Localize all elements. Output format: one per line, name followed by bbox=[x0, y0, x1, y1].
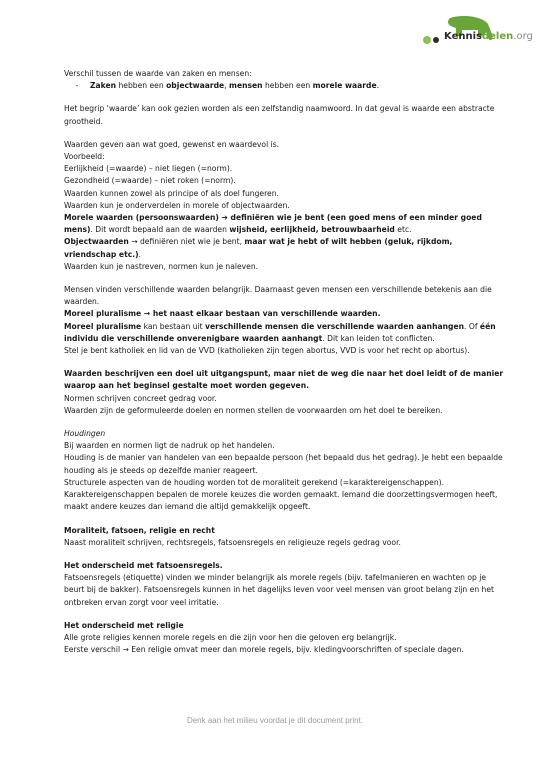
paragraph: Alle grote religies kennen morele regels en die zijn voor hen die geloven erg belangrijk. bbox=[64, 632, 397, 642]
text: hebben een bbox=[116, 81, 167, 91]
paragraph: Voorbeeld: bbox=[64, 152, 105, 162]
bold-text: Het onderscheid met religie bbox=[64, 620, 184, 630]
paragraph: Gezondheid (=waarde) – niet roken (=norm). bbox=[64, 176, 236, 186]
bold-text: Waarden beschrijven een doel uit uitgangspunt, maar niet de weg die naar het doel leidt of de manier waarop aan het beginsel gestalte moet worden gegeven. bbox=[64, 369, 504, 391]
bold-text: Moraliteit, fatsoen, religie en recht bbox=[64, 525, 215, 535]
paragraph: Fatsoensregels (etiquette) vinden we minder belangrijk als morele regels (bijv. tafelmanieren en wachten op je beurt bij de bakker). Fatsoensregels kunnen in het dagelijks leven voor veel mensen van groot belang zijn en het ontbreken ervan zorgt voor veel irritatie. bbox=[64, 573, 495, 607]
section-heading bbox=[64, 525, 504, 537]
paragraph: Structurele aspecten van de houding worden tot de moraliteit gerekend (=karaktereigenschappen). bbox=[64, 477, 445, 487]
bold-text: Moreel pluralisme → het naast elkaar bestaan van verschillende waarden. bbox=[64, 309, 381, 319]
paragraph bbox=[64, 236, 504, 260]
bold-text: één individu die verschillende onverenigbare waarden aanhangt bbox=[64, 321, 496, 343]
paragraph: Karaktereigenschappen bepalen de morele keuzes die worden gemaakt. Iemand die doorzettingsvermogen heeft, maakt andere keuzes dan iemand die altijd gemakkelijk opgeeft. bbox=[64, 490, 498, 512]
section-heading bbox=[64, 560, 504, 572]
text: etc. bbox=[394, 225, 412, 235]
list-item-text bbox=[90, 80, 379, 92]
italic-text: Houdingen bbox=[64, 429, 106, 439]
document-body bbox=[64, 68, 504, 656]
paragraph: Waarden kun je onderverdelen in morele of objectwaarden. bbox=[64, 200, 290, 210]
paragraph bbox=[64, 308, 504, 320]
text: . Dit kan leiden tot conflicten. bbox=[322, 333, 435, 343]
logo-text-delen: delen bbox=[481, 31, 514, 42]
logo-text-kennis: Kennis bbox=[444, 31, 482, 42]
bold-text: Objectwaarden bbox=[64, 237, 129, 247]
paragraph bbox=[64, 368, 504, 392]
paragraph bbox=[64, 321, 504, 345]
paragraph: Eerlijkheid (=waarde) – niet liegen (=norm). bbox=[64, 164, 233, 174]
bold-text: wijsheid, eerlijkheid, betrouwbaarheid bbox=[229, 225, 395, 235]
paragraph: Normen schrijven concreet gedrag voor. bbox=[64, 393, 217, 403]
bullet-dash: - bbox=[75, 81, 79, 91]
bold-text: mensen bbox=[229, 81, 263, 91]
bold-text: morele waarde bbox=[312, 81, 377, 91]
text: hebben een bbox=[262, 81, 313, 91]
paragraph: Waarden geven aan wat goed, gewenst en waardevol is. bbox=[64, 139, 280, 149]
text: . bbox=[138, 249, 141, 259]
paragraph: Houding is de manier van handelen van een bepaalde persoon (het bepaald dus het gedrag). Je hebt een bepaalde houding als je steeds op dezelfde manier reageert. bbox=[64, 453, 503, 475]
bold-text: Moreel pluralisme bbox=[64, 321, 142, 331]
text: . bbox=[376, 81, 380, 91]
paragraph: Waarden kun je nastreven, normen kun je naleven. bbox=[64, 261, 259, 271]
paragraph: Het begrip ‘waarde’ kan ook gezien worden als een zelfstandig naamwoord. In dat geval is waarde een abstracte grootheid. bbox=[64, 104, 495, 126]
footer-note: Denk aan het milieu voordat je dit document print. bbox=[186, 716, 364, 725]
text: . Dit wordt bepaald aan de waarden bbox=[90, 225, 230, 235]
section-heading-italic bbox=[64, 428, 504, 440]
bold-text: objectwaarde bbox=[166, 81, 225, 91]
bold-text: verschillende mensen die verschillende waarden aanhangen bbox=[205, 321, 465, 331]
paragraph: Stel je bent katholiek en lid van de VVD (katholieken zijn tegen abortus, VVD is voor het recht op abortus). bbox=[64, 346, 470, 356]
logo-text-org: .org bbox=[513, 31, 533, 42]
bold-text: Morele waarden (persoonswaarden) ➔ definiëren wie je bent (een goed mens of een minder goed mens) bbox=[64, 213, 482, 235]
paragraph: Mensen vinden verschillende waarden belangrijk. Daarnaast geven mensen een verschillende betekenis aan die waarden. bbox=[64, 285, 492, 307]
bold-text: maar wat je hebt of wilt hebben (geluk, rijkdom, vriendschap etc.) bbox=[64, 237, 453, 259]
text: . Of bbox=[464, 321, 480, 331]
logo-text bbox=[444, 31, 533, 42]
paragraph: Naast moraliteit schrijven, rechtsregels, fatsoensregels en religieuze regels gedrag voor. bbox=[64, 537, 401, 547]
kennisdelen-logo bbox=[422, 14, 532, 54]
text: , bbox=[224, 81, 230, 91]
paragraph: Bij waarden en normen ligt de nadruk op het handelen. bbox=[64, 441, 275, 451]
text: kan bestaan uit bbox=[141, 321, 206, 331]
list-item bbox=[64, 80, 504, 92]
bold-text: Het onderscheid met fatsoensregels. bbox=[64, 560, 223, 570]
bold-text: Zaken bbox=[90, 81, 117, 91]
text: → definiëren niet wie je bent, bbox=[128, 237, 245, 247]
paragraph: Eerste verschil → Een religie omvat meer dan morele regels, bijv. kledingvoorschriften of speciale dagen. bbox=[64, 645, 464, 655]
paragraph: Verschil tussen de waarde van zaken en mensen: bbox=[64, 69, 252, 78]
section-heading bbox=[64, 620, 504, 632]
paragraph: Waarden zijn de geformuleerde doelen en normen stellen de voorwaarden om het doel te bereiken. bbox=[64, 405, 443, 415]
paragraph: Waarden kunnen zowel als principe of als doel fungeren. bbox=[64, 188, 279, 198]
paragraph bbox=[64, 212, 504, 236]
